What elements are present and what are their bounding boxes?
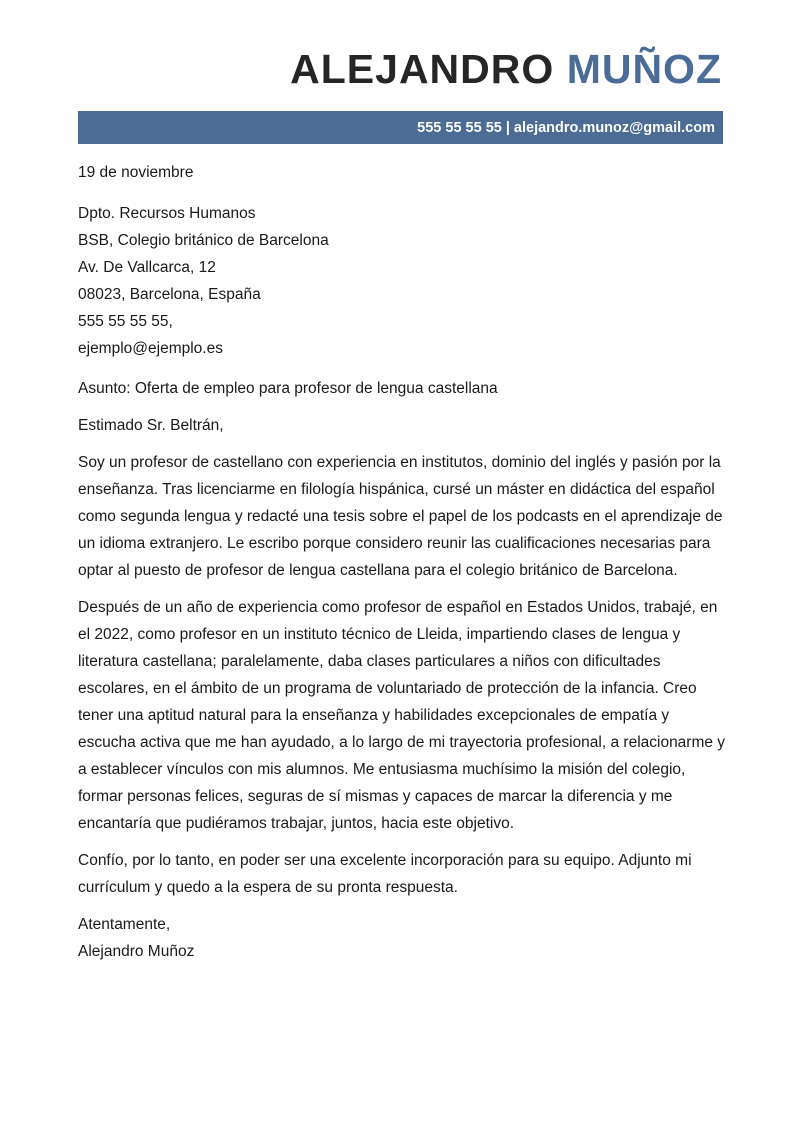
first-name: ALEJANDRO xyxy=(290,46,555,92)
recipient-line: Av. De Vallcarca, 12 xyxy=(78,259,216,276)
letter-signature: Alejandro Muñoz xyxy=(78,943,195,960)
contact-bar xyxy=(78,111,723,144)
paragraph: Soy un profesor de castellano con experiencia en institutos, dominio del inglés y pasión por la enseñanza. Tras licenciarme en filología hispánica, cursé un máster en didáctica del español como segunda lengua y redacté una tesis sobre el papel de los podcasts en el aprendizaje de un idioma extranjero. Le escribo porque considero reunir las cualificaciones necesarias para optar al puesto de profesor de lengua castellana para el colegio británico de Barcelona. xyxy=(78,454,723,579)
recipient-line: 555 55 55 55, xyxy=(78,313,173,330)
last-name: MUÑOZ xyxy=(566,46,722,92)
letter-salutation: Estimado Sr. Beltrán, xyxy=(78,417,224,434)
applicant-name xyxy=(290,44,722,94)
paragraph: Confío, por lo tanto, en poder ser una excelente incorporación para su equipo. Adjunto mi currículum y quedo a la espera de su pronta respuesta. xyxy=(78,852,692,896)
letter-date: 19 de noviembre xyxy=(78,164,194,181)
recipient-line: Dpto. Recursos Humanos xyxy=(78,205,256,222)
paragraph: Después de un año de experiencia como profesor de español en Estados Unidos, trabajé, en el 2022, como profesor en un instituto técnico de Lleida, impartiendo clases de lengua y literatura castellana; paralelamente, daba clases particulares a niños con dificultades escolares, en el ámbito de un programa de voluntariado de protección de la infancia. Creo tener una aptitud natural para la enseñanza y habilidades excepcionales de empatía y escucha activa que me han ayudado, a lo largo de mi trayectoria profesional, a relacionarme y a establecer vínculos con mis alumnos. Me entusiasma muchísimo la misión del colegio, formar personas felices, seguras de sí mismas y capaces de marcar la diferencia y me encantaría que pudiéramos trabajar, juntos, hacia este objetivo. xyxy=(78,599,726,832)
letter-body xyxy=(78,159,726,965)
letter-closing: Atentamente, xyxy=(78,916,171,933)
recipient-line: ejemplo@ejemplo.es xyxy=(78,340,223,357)
contact-info: 555 55 55 55 | alejandro.munoz@gmail.com xyxy=(417,119,715,136)
letter-subject: Asunto: Oferta de empleo para profesor de lengua castellana xyxy=(78,380,498,397)
recipient-line: BSB, Colegio británico de Barcelona xyxy=(78,232,329,249)
recipient-line: 08023, Barcelona, España xyxy=(78,286,261,303)
recipient-address xyxy=(78,200,726,362)
